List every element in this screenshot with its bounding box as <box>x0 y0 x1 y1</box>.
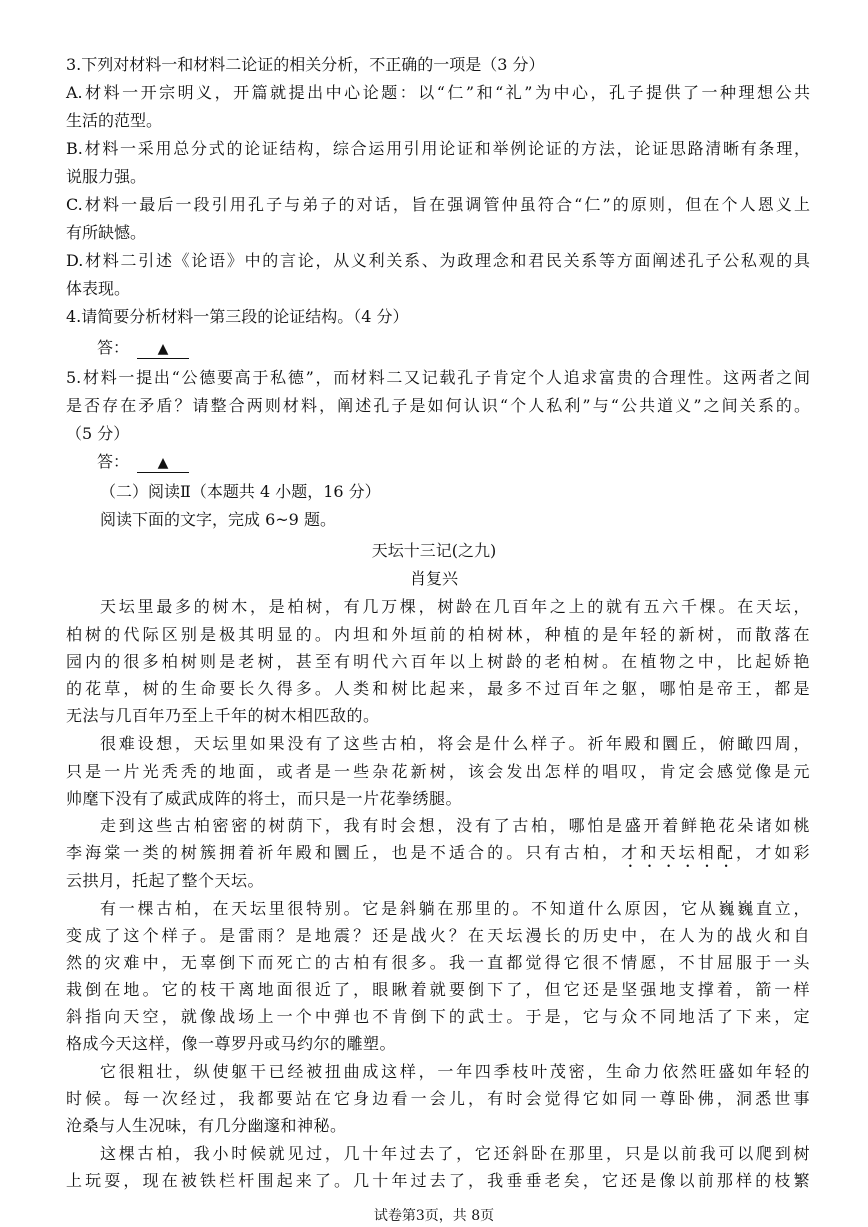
article-line: 园内的很多柏树则是老树，甚至有明代六百年以上树龄的老柏树。在植物之中，比起娇艳 <box>66 652 810 671</box>
article-line: 这棵古柏，我小时候就见过，几十年过去了，它还斜卧在那里，只是以前我可以爬到树 <box>100 1144 810 1163</box>
article-line: 的花草，树的生命要长久得多。人类和树比起来，最多不过百年之躯，哪怕是帝王，都是 <box>66 679 810 698</box>
page-footer: 试卷第3页，共 8页 <box>373 1208 495 1224</box>
article-line: 有一棵古柏，在天坛里很特别。它是斜躺在那里的。不知道什么原因，它从巍巍直立， <box>100 899 810 918</box>
article-line: 斜指向天空，就像战场上一个中弹也不肯倒下的武士。于是，它与众不同地活了下来，定 <box>66 1007 810 1026</box>
article-author: 肖复兴 <box>409 569 458 588</box>
option-a-line-1: A.材料一开宗明义，开篇就提出中心论题：以“仁”和“礼”为中心，孔子提供了一种理想公共 <box>66 83 810 102</box>
article-line: 上玩耍，现在被铁栏杆围起来了。几十年过去了，我垂垂老矣，它还是像以前那样的枝繁 <box>66 1171 810 1190</box>
option-d-line-1: D.材料二引述《论语》中的言论，从义利关系、为政理念和君民关系等方面阐述孔子公私观的具 <box>66 251 810 270</box>
option-c-line-1: C.材料一最后一段引用孔子与弟子的对话，旨在强调管仲虽符合“仁”的原则，但在个人恩义上 <box>66 195 810 214</box>
answer-label: 答： <box>97 452 130 471</box>
answer-blank: ▲ <box>137 340 189 359</box>
question-4-stem: 4.请简要分析材料一第三段的论证结构。（4 分） <box>66 307 409 326</box>
question-5-stem-line-3: （5 分） <box>66 424 130 443</box>
option-b-line-2: 说服力强。 <box>66 167 147 186</box>
answer-label: 答： <box>97 338 130 357</box>
article-line: 天坛里最多的树木，是柏树，有几万棵，树龄在几百年之上的就有五六千棵。在天坛， <box>100 597 810 616</box>
article-line-emphasis: 李海棠一类的树簇拥着祈年殿和圜丘，也是不适合的。只有古柏，才和天坛相配，才如彩 <box>66 843 810 862</box>
article-line: 云拱月，托起了整个天坛。 <box>66 871 265 890</box>
article-line: 它很粗壮，纵使躯干已经被扭曲成这样，一年四季枝叶茂密，生命力依然旺盛如年轻的 <box>100 1062 810 1081</box>
answer-blank: ▲ <box>137 454 189 473</box>
article-line: 格成今天这样，像一尊罗丹或马约尔的雕塑。 <box>66 1034 397 1053</box>
article-line: 只是一片光秃秃的地面，或者是一些杂花新树，该会发出怎样的唱叹，肯定会感觉像是元 <box>66 762 810 781</box>
article-line: 然的灾难中，无辜倒下而死亡的古柏有很多。我一直都觉得它很不情愿，不甘屈服于一头 <box>66 953 810 972</box>
article-line: 无法与几百年乃至上千年的树木相匹敌的。 <box>66 706 380 725</box>
article-line: 很难设想，天坛里如果没有了这些古柏，将会是什么样子。祈年殿和圜丘，俯瞰四周， <box>100 734 810 753</box>
article-line: 时候。每一次经过，我都要站在它身边看一会儿，有时会觉得它如同一尊卧佛，洞悉世事 <box>66 1089 810 1108</box>
section-heading: （二）阅读Ⅱ（本题共 4 小题，16 分） <box>100 482 381 501</box>
question-5-stem-line-2: 是否存在矛盾？请整合两则材料，阐述孔子是如何认识“个人私利”与“公共道义”之间关系的。 <box>66 396 810 415</box>
question-3-stem: 3.下列对材料一和材料二论证的相关分析，不正确的一项是（3 分） <box>66 55 545 74</box>
question-5-stem-line-1: 5.材料一提出“公德要高于私德”，而材料二又记载孔子肯定个人追求富贵的合理性。这两者之间 <box>66 368 810 387</box>
option-c-line-2: 有所缺憾。 <box>66 223 147 242</box>
article-line: 沧桑与人生况味，有几分幽邃和神秘。 <box>66 1116 347 1135</box>
article-line: 变成了这个样子。是雷雨？是地震？还是战火？在天坛漫长的历史中，在人为的战火和自 <box>66 926 810 945</box>
article-line: 走到这些古柏密密的树荫下，我有时会想，没有了古柏，哪怕是盛开着鲜艳花朵诸如桃 <box>100 816 810 835</box>
emphasized-phrase: 才和天坛相配 <box>621 843 737 862</box>
article-line: 栽倒在地。它的枝干离地面很近了，眼瞅着就要倒下了，但它还是坚强地支撑着，箭一样 <box>66 980 810 999</box>
option-b-line-1: B.材料一采用总分式的论证结构，综合运用引用论证和举例论证的方法，论证思路清晰有条理， <box>66 139 810 158</box>
option-d-line-2: 体表现。 <box>66 279 131 298</box>
question-4-answer <box>97 338 189 359</box>
question-5-answer <box>97 452 189 473</box>
section-instruction: 阅读下面的文字，完成 6~9 题。 <box>100 510 336 529</box>
article-line: 柏树的代际区别是极其明显的。内坦和外垣前的柏树林，种植的是年轻的新树，而散落在 <box>66 625 810 644</box>
option-a-line-2: 生活的范型。 <box>66 111 163 130</box>
article-title: 天坛十三记(之九) <box>371 541 497 560</box>
article-line: 帅麾下没有了威武成阵的将士，而只是一片花拳绣腿。 <box>66 789 463 808</box>
